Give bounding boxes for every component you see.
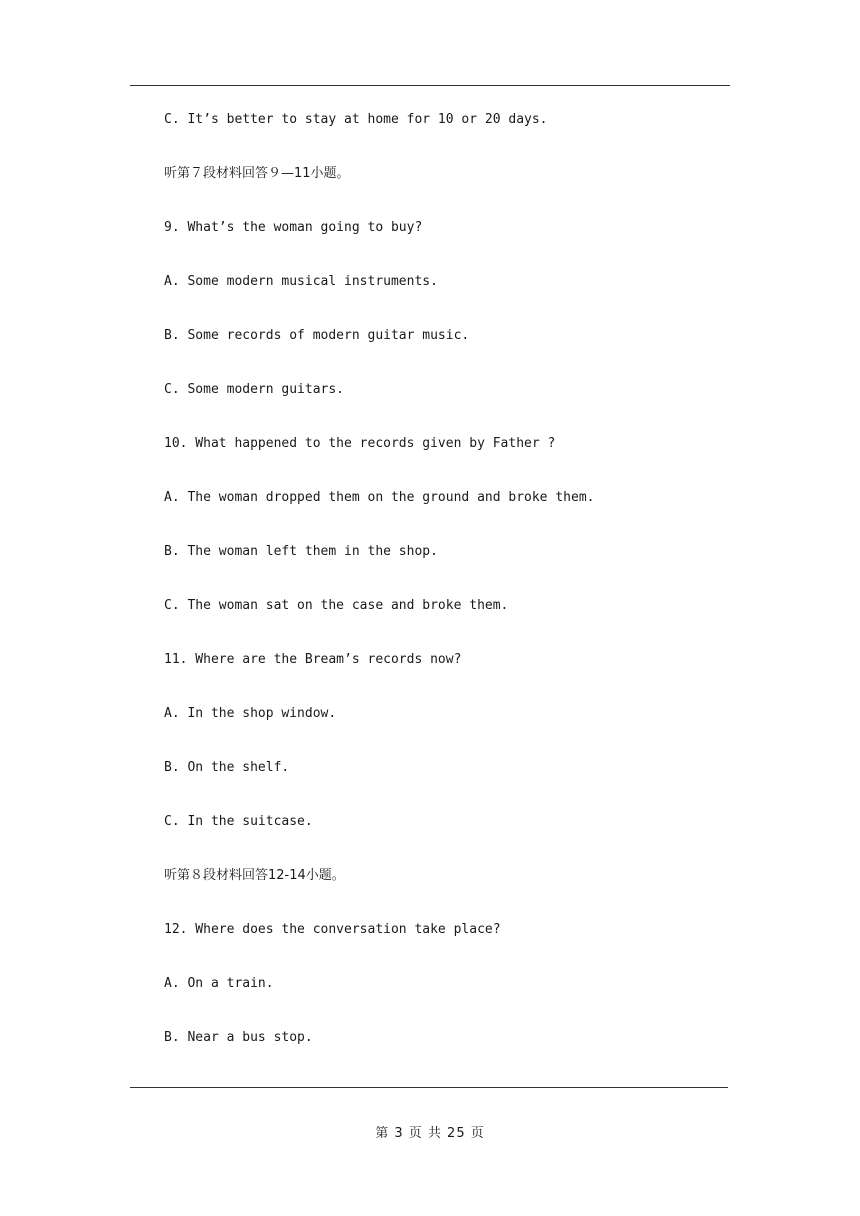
footer-rule	[130, 1087, 728, 1088]
header-rule	[130, 85, 730, 86]
option-c-q9: C. Some modern guitars.	[164, 382, 345, 397]
option-c-q10: C. The woman sat on the case and broke them.	[164, 598, 509, 613]
question-10: 10. What happened to the records given by Father ?	[164, 436, 556, 451]
option-b-q9: B. Some records of modern guitar music.	[164, 328, 470, 343]
option-c-q11: C. In the suitcase.	[164, 814, 313, 829]
question-11: 11. Where are the Bream’s records now?	[164, 652, 462, 667]
option-c-q8: C. It’s better to stay at home for 10 or 20 days.	[164, 112, 548, 127]
question-12: 12. Where does the conversation take place?	[164, 922, 501, 937]
option-b-q10: B. The woman left them in the shop.	[164, 544, 438, 559]
section-heading-8: 听第８段材料回答12-14小题。	[164, 868, 345, 883]
section-heading-7: 听第７段材料回答９—11小题。	[164, 166, 350, 181]
option-a-q9: A. Some modern musical instruments.	[164, 274, 438, 289]
document-body	[164, 110, 744, 1082]
option-b-q12: B. Near a bus stop.	[164, 1030, 313, 1045]
option-a-q12: A. On a train.	[164, 976, 274, 991]
option-a-q11: A. In the shop window.	[164, 706, 337, 721]
option-b-q11: B. On the shelf.	[164, 760, 290, 775]
question-9: 9. What’s the woman going to buy?	[164, 220, 423, 235]
option-a-q10: A. The woman dropped them on the ground and broke them.	[164, 490, 595, 505]
page-number: 第 3 页 共 25 页	[375, 1126, 485, 1141]
